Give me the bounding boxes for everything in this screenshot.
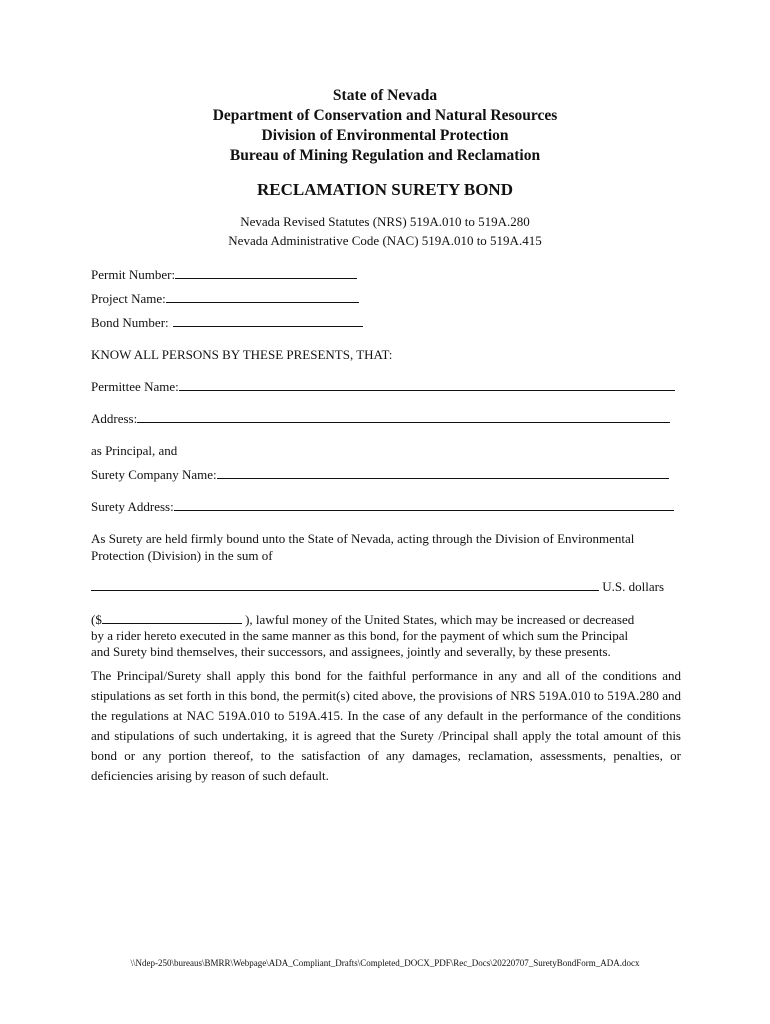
dollar-prefix: ($ [91,612,102,627]
address-field[interactable] [137,411,670,423]
dollar-amount-row [91,612,634,628]
lawful-money-text: ), lawful money of the United States, which may be increased or decreased [245,612,635,627]
principal-surety-paragraph: The Principal/Surety shall apply this bond for the faithful performance in any and all of the conditions and stipulations as set forth in this bond, the permit(s) cited above, the provisions of NRS 519A.010 to 519A.280 and the regulations at NAC 519A.010 to 519A.415. In the case of any default in the performance of the conditions and stipulations of such undertaking, it is agreed that the Surety /Principal shall apply the total amount of this bond or any portion thereof, to the satisfaction of any damages, reclamation, assessments, penalties, or deficiencies arising by reason of such default. [91,668,681,783]
header-state: State of Nevada [332,87,438,104]
us-dollars-label: U.S. dollars [602,579,664,594]
address-row [91,411,670,427]
bond-number-row [91,315,363,331]
permit-number-label: Permit Number: [91,267,176,282]
sum-row [91,579,664,595]
permittee-name-field[interactable] [179,379,675,391]
footer-file-path: \\Ndep-250\bureaus\BMRR\Webpage\ADA_Compliant_Drafts\Completed_DOCX_PDF\Rec_Docs\20220707_SuretyBondForm_ADA.docx [130,958,640,968]
bond-number-field[interactable] [173,315,363,327]
surety-address-row [91,499,674,515]
header-department: Department of Conservation and Natural Resources [212,107,558,124]
permittee-name-row [91,379,675,395]
permit-number-field[interactable] [175,267,357,279]
statute-nac: Nevada Administrative Code (NAC) 519A.010 to 519A.415 [228,233,542,248]
header-division: Division of Environmental Protection [261,127,509,144]
permit-number-row [91,267,357,283]
lawful-line-2: by a rider hereto executed in the same manner as this bond, for the payment of which sum the Principal [91,628,629,643]
project-name-row [91,291,359,307]
surety-held-line-2: Protection (Division) in the sum of [91,548,273,563]
as-principal-text: as Principal, and [91,443,178,458]
project-name-field[interactable] [166,291,359,303]
surety-company-field[interactable] [217,467,669,479]
header-bureau: Bureau of Mining Regulation and Reclamation [229,147,541,164]
surety-address-field[interactable] [174,499,674,511]
surety-held-line-1: As Surety are held firmly bound unto the State of Nevada, acting through the Division of Environmental [91,531,635,546]
project-name-label: Project Name: [91,291,166,306]
lawful-line-3: and Surety bind themselves, their successors, and assignees, jointly and severally, by these presents. [91,644,611,659]
permittee-name-label: Permittee Name: [91,379,179,394]
surety-address-label: Surety Address: [91,499,174,514]
surety-company-label: Surety Company Name: [91,467,217,482]
bond-number-label: Bond Number: [91,315,169,330]
surety-company-row [91,467,669,483]
document-title: RECLAMATION SURETY BOND [257,180,513,199]
sum-words-field[interactable] [91,579,599,591]
know-all-statement: KNOW ALL PERSONS BY THESE PRESENTS, THAT: [91,347,393,362]
address-label: Address: [91,411,138,426]
statute-nrs: Nevada Revised Statutes (NRS) 519A.010 to 519A.280 [240,214,530,229]
dollar-amount-field[interactable] [102,612,242,624]
